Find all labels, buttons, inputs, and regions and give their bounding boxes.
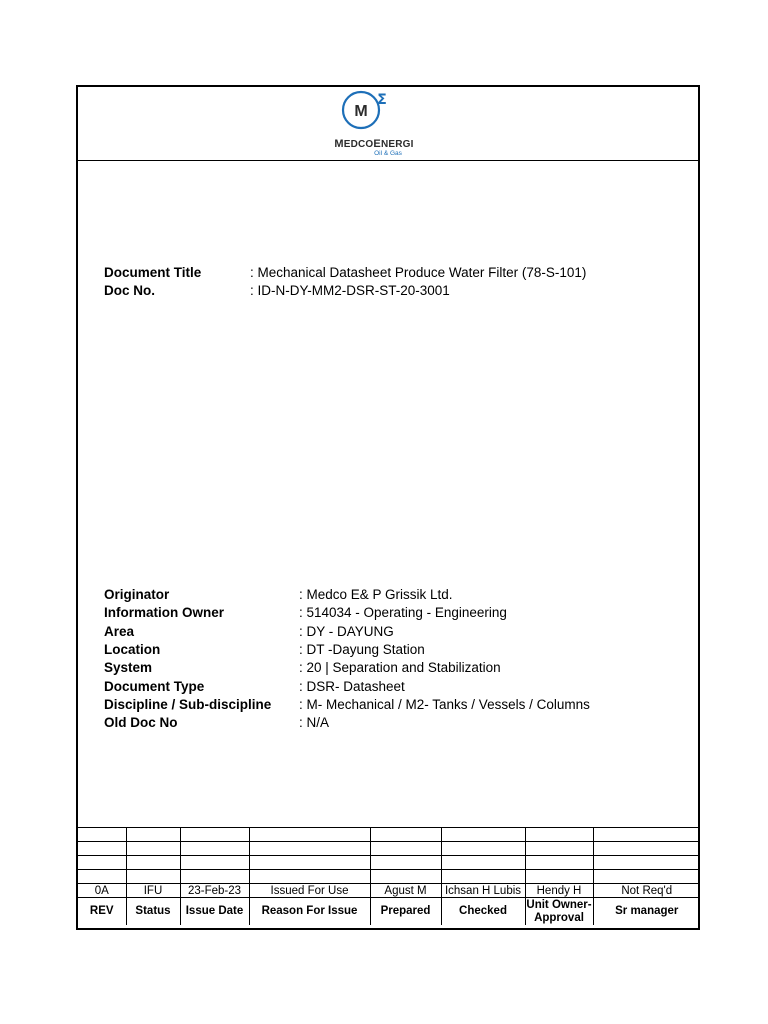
detail-label: Document Type [104,678,205,694]
table-cell [249,828,370,842]
table-cell: Agust M [370,884,441,898]
detail-value: : DY - DAYUNG [299,623,394,639]
table-cell [180,870,249,884]
revision-row [78,884,700,898]
logo-header [78,87,698,161]
blank-revision-row [78,828,700,842]
table-cell [441,856,525,870]
revision-table [78,827,700,925]
column-header: Issue Date [180,898,249,926]
table-cell [525,842,593,856]
detail-label: System [104,660,153,676]
column-header: Reason For Issue [249,898,370,926]
table-cell [441,842,525,856]
table-cell [593,870,700,884]
column-header: Prepared [370,898,441,926]
table-cell [525,828,593,842]
company-logo [324,89,424,157]
document-title-label: Document Title [104,265,202,280]
document-title-value: : Mechanical Datasheet Produce Water Filter (78-S-101) [250,265,587,280]
detail-value: : DT -Dayung Station [299,641,425,657]
svg-text:Σ: Σ [377,92,387,108]
table-cell [370,842,441,856]
detail-value: : DSR- Datasheet [299,678,405,694]
table-cell [370,870,441,884]
table-cell [126,870,180,884]
blank-revision-row [78,856,700,870]
table-cell: 0A [78,884,126,898]
table-cell [180,828,249,842]
medco-logo-icon [324,89,424,139]
table-cell [249,870,370,884]
table-cell [593,842,700,856]
logo-subtitle: Oil & Gas [374,150,402,157]
table-cell [126,842,180,856]
table-cell [249,842,370,856]
table-cell: Not Req'd [593,884,700,898]
detail-label: Discipline / Sub-discipline [104,696,272,712]
column-header: Status [126,898,180,926]
table-cell [593,828,700,842]
detail-value: : N/A [299,715,330,731]
detail-label: Information Owner [104,605,225,621]
doc-no-value: : ID-N-DY-MM2-DSR-ST-20-3001 [250,283,450,298]
detail-label: Location [104,641,161,657]
table-cell [593,856,700,870]
detail-value: : 20 | Separation and Stabilization [299,660,501,676]
detail-label: Old Doc No [104,715,178,731]
table-cell [370,856,441,870]
table-cell [126,828,180,842]
table-cell [126,856,180,870]
column-header: REV [78,898,126,926]
logo-company-name: MEDCOENERGI [334,138,414,150]
table-cell [525,870,593,884]
document-frame [76,85,700,930]
detail-value: : 514034 - Operating - Engineering [299,605,507,621]
detail-value: : Medco E& P Grissik Ltd. [299,587,453,602]
blank-revision-row [78,842,700,856]
table-cell [78,856,126,870]
table-cell [180,842,249,856]
table-cell: Issued For Use [249,884,370,898]
table-cell [441,828,525,842]
column-header: Checked [441,898,525,926]
table-cell: 23-Feb-23 [180,884,249,898]
table-cell: Hendy H [525,884,593,898]
table-cell [78,842,126,856]
table-cell: IFU [126,884,180,898]
detail-value: : M- Mechanical / M2- Tanks / Vessels / Columns [299,696,590,712]
table-cell [441,870,525,884]
doc-no-label: Doc No. [104,283,156,298]
detail-label: Originator [104,587,170,602]
table-cell [180,856,249,870]
column-header: Sr manager [593,898,700,926]
table-cell [249,856,370,870]
table-cell [370,828,441,842]
table-cell [78,828,126,842]
revision-header-row [78,898,700,926]
table-cell: Ichsan H Lubis [441,884,525,898]
column-header: Unit Owner-Approval [526,898,592,924]
blank-revision-row [78,870,700,884]
table-cell [78,870,126,884]
detail-label: Area [104,623,135,639]
svg-text:M: M [354,103,368,120]
table-cell [525,856,593,870]
